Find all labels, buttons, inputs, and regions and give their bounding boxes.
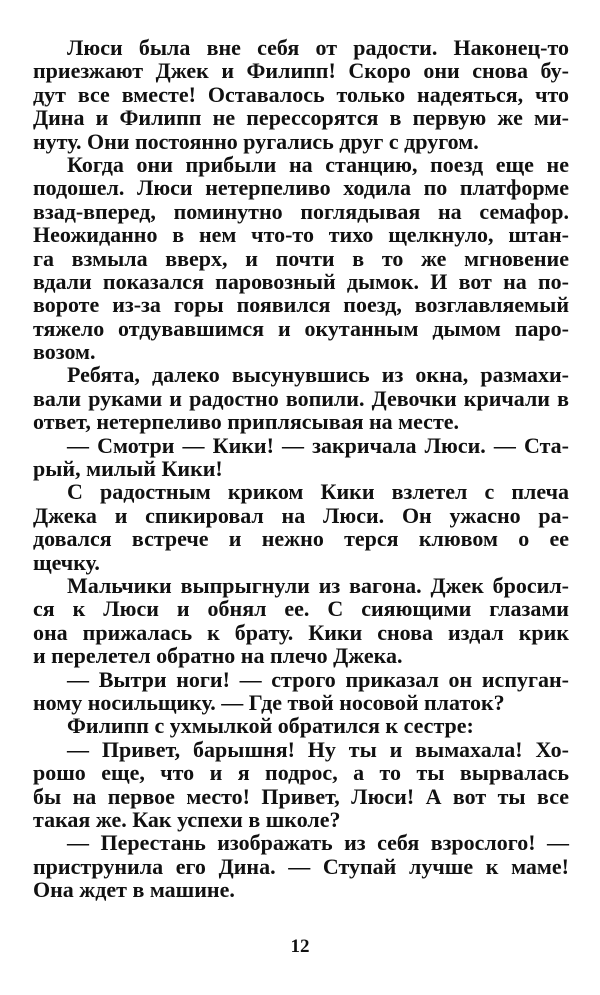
text-line: довался встрече и нежно терся клювом о ее [33,526,569,552]
text-line: — Перестань изображать из себя взрослого! — [67,830,569,856]
text-line: — Привет, барышня! Ну ты и вымахала! Хо- [67,736,569,762]
text-line: подошел. Люси нетерпеливо ходила по платформе [33,175,569,201]
text-line: такая же. Как успехи в школе? [33,806,341,832]
text-line: вдали показался паровозный дымок. И вот на по- [33,268,569,294]
page-number: 12 [290,936,310,957]
paragraph [33,831,569,901]
paragraph [33,574,569,668]
text-line: га взмыла вверх, и почти в то же мгновение [33,245,569,271]
text-line: рошо еще, что и я подрос, а то ты вырвалась [33,760,569,786]
text-line: взад-вперед, поминутно поглядывая на семафор. [33,198,569,224]
text-line: Люси была вне себя от радости. Наконец-то [67,35,569,60]
paragraph [33,363,569,433]
text-line: ному носильщику. — Где твой носовой платок? [33,689,505,715]
text-line: приструнила его Дина. — Ступай лучше к маме! [33,853,569,879]
text-line: С радостным криком Кики взлетел с плеча [67,479,569,505]
text-line: Неожиданно в нем что-то тихо щелкнуло, штан- [33,222,569,248]
text-line: щечку. [33,549,100,575]
text-line: — Вытри ноги! — строго приказал он испуган- [67,666,569,692]
text-line: Она ждет в машине. [33,877,235,903]
paragraph [33,668,569,715]
text-line: Мальчики выпрыгнули из вагона. Джек бросил- [67,572,569,598]
paragraph [33,738,569,832]
text-line: тяжело отдувавшимся и окутанным дымом паро- [33,315,569,341]
text-line: — Смотри — Кики! — закричала Люси. — Ста- [67,432,569,458]
paragraph [33,480,569,574]
text-line: она прижалась к брату. Кики снова издал крик [33,619,569,645]
text-line: Ребята, далеко высунувшись из окна, размахи- [67,362,569,388]
text-line: вали руками и радостно вопили. Девочки кричали в [33,385,569,411]
text-line: рый, милый Кики! [33,456,223,482]
text-line: Когда они прибыли на станцию, поезд еще не [67,151,569,177]
text-line: и перелетел обратно на плечо Джека. [33,643,403,669]
text-line: ответ, нетерпеливо приплясывая на месте. [33,409,460,435]
paragraph [33,36,569,153]
text-line: бы на первое место! Привет, Люси! А вот ты все [33,783,569,809]
paragraph [33,434,569,481]
text-line: нуту. Они постоянно ругались друг с другом. [33,128,479,154]
text-line: Дина и Филипп не перессорятся в первую же ми- [33,105,569,131]
text-line: ся к Люси и обнял ее. С сияющими глазами [33,596,569,622]
text-line: дут все вместе! Оставалось только надеяться, что [33,81,569,107]
paragraph [33,714,569,737]
text-line: Филипп с ухмылкой обратился к сестре: [67,713,474,739]
text-line: возом. [33,339,96,365]
body-text [33,36,569,901]
text-line: Джека и спикировал на Люси. Он ужасно ра- [33,502,569,528]
text-line: приезжают Джек и Филипп! Скоро они снова бу- [33,58,569,84]
paragraph [33,153,569,364]
text-line: вороте из-за горы появился поезд, возглавляемый [33,292,569,318]
